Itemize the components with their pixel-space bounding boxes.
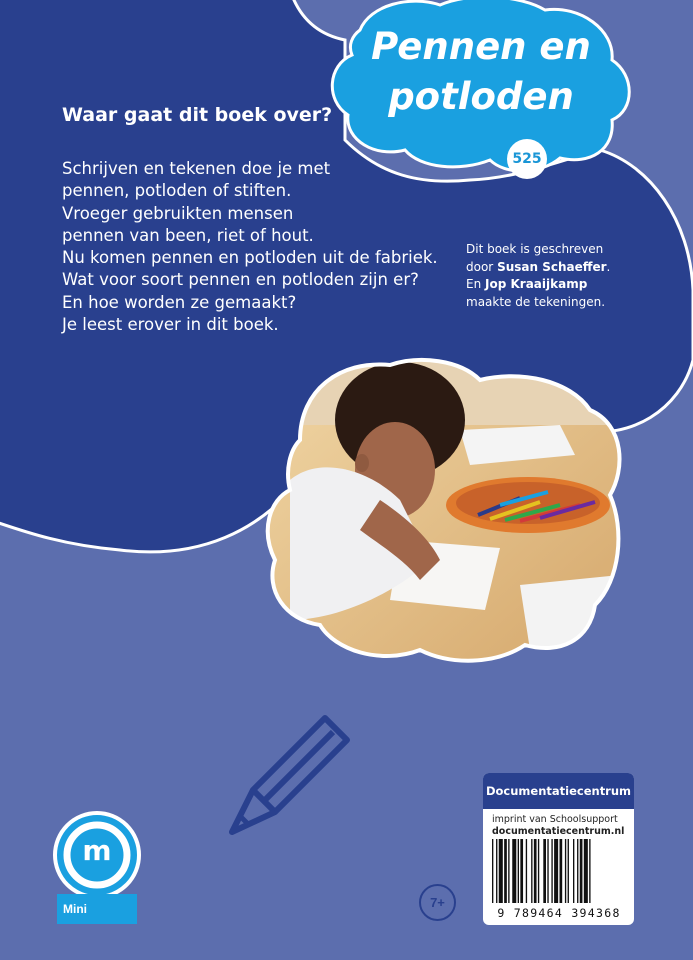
barcode-bar <box>538 839 539 903</box>
barcode-bar <box>547 839 548 903</box>
barcode-bar <box>496 839 497 903</box>
barcode-bar <box>520 839 523 903</box>
summary-line: pennen van been, riet of hout. <box>62 225 314 245</box>
summary-line: Nu komen pennen en potloden uit de fabriek. <box>62 248 438 268</box>
barcode-bar <box>492 839 493 903</box>
barcode-bar <box>526 839 527 903</box>
summary-line: Wat voor soort pennen en potloden zijn er? <box>62 270 419 290</box>
barcode-bar <box>580 839 583 903</box>
illustrator-name: Jop Kraaijkamp <box>485 277 588 291</box>
barcode-bar <box>577 839 578 903</box>
credits-text: Dit boek is geschreven door Susan Schaeffer. En Jop Kraaijkamp maakte de tekeningen. <box>466 242 611 309</box>
summary-line: pennen, potloden of stiften. <box>62 181 292 201</box>
pencil-icon <box>232 718 347 832</box>
barcode-bar <box>568 839 569 903</box>
summary-text <box>62 158 438 336</box>
age-badge: 7+ <box>419 884 456 921</box>
barcode-bar <box>589 839 590 903</box>
barcode-bar <box>512 839 516 903</box>
barcode-bar <box>551 839 552 903</box>
barcode-bar <box>560 839 563 903</box>
barcode-bar <box>504 839 507 903</box>
barcode-bar <box>499 839 503 903</box>
series-label: Mini <box>57 894 137 924</box>
barcode-bar <box>554 839 558 903</box>
publisher-name: Documentatiecentrum <box>483 773 634 809</box>
summary-line: Vroeger gebruikten mensen <box>62 203 294 223</box>
child-drawing-photo <box>260 355 630 675</box>
barcode-bar <box>534 839 537 903</box>
series-logo-letter: m <box>82 834 112 867</box>
summary-line: En hoe worden ze gemaakt? <box>62 292 297 312</box>
barcode-bar <box>508 839 509 903</box>
barcode-bar <box>518 839 519 903</box>
summary-line: Schrijven en tekenen doe je met <box>62 159 331 178</box>
barcode-bar <box>584 839 588 903</box>
barcode-bar <box>543 839 546 903</box>
barcode-bar <box>573 839 574 903</box>
isbn-number: 9 789464 394368 <box>497 906 621 920</box>
barcode <box>492 839 625 903</box>
author-name: Susan Schaeffer <box>497 259 607 274</box>
barcode-bar <box>565 839 566 903</box>
publisher-imprint: imprint van Schoolsupport documentatiecentrum.nl <box>492 814 625 837</box>
publisher-url: documentatiecentrum.nl <box>492 826 625 837</box>
summary-line: Je leest erover in dit boek. <box>62 315 279 335</box>
barcode-bar <box>531 839 532 903</box>
summary-heading: Waar gaat dit boek over? <box>62 104 333 126</box>
book-number-badge: 525 <box>507 139 547 179</box>
book-title: Pennen en potloden <box>371 25 591 118</box>
